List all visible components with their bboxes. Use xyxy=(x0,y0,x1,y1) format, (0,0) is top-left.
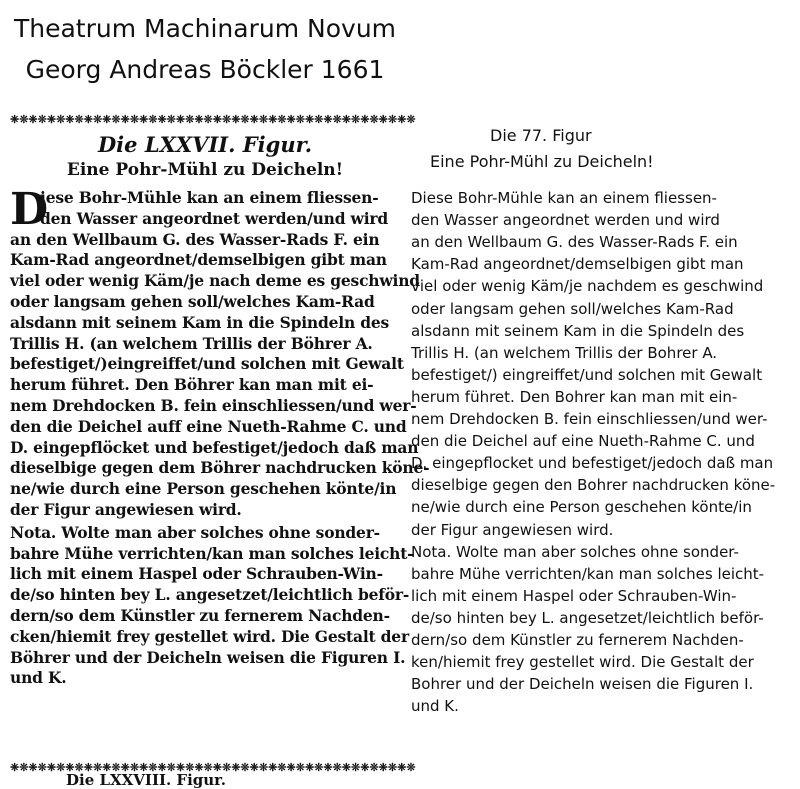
transcription-text-line: Diese Bohr-Mühle kan an einem fliessen- xyxy=(411,189,717,207)
scan-text-line: Böhrer und der Deicheln weisen die Figuren I. xyxy=(10,647,406,667)
transcription-text-line: den die Deichel auf eine Nueth-Rahme C. und xyxy=(411,432,755,451)
scan-next-heading-cut: Die LXXVIII. Figur. xyxy=(66,771,226,789)
scan-text-line: Kam-Rad angeordnet/demselbigen gibt man xyxy=(10,250,387,270)
scan-text-line: ne/wie durch eine Person geschehen könte/in xyxy=(10,479,397,499)
scan-text-line: lich mit einem Haspel oder Schrauben-Win- xyxy=(10,564,383,584)
scan-figure-heading: Die LXXVII. Figur. xyxy=(97,132,313,157)
ornament-border-top: ❈❊❈❊❈❊❈❊❈❊❈❊❈❊❈❊❈❊❈❊❈❊❈❊❈❊❈❊❈❊❈❊❈❊❈❊❈❊❈❊❈❊❈❊ xyxy=(10,113,416,126)
transcription-text-line: dern/so dem Künstler zu fernerem Nachden- xyxy=(411,631,744,649)
scan-text-line: der Figur angewiesen wird. xyxy=(10,500,242,519)
transcription-text-line: ne/wie durch eine Person geschehen könte/in xyxy=(411,498,752,517)
transcription-text-line: herum führet. Den Bohrer kan man mit ein- xyxy=(411,387,738,406)
transcription-text-line: viel oder wenig Käm/je nachdem es geschwind xyxy=(411,277,764,296)
ornament-border-bottom: ❈❊❈❊❈❊❈❊❈❊❈❊❈❊❈❊❈❊❈❊❈❊❈❊❈❊❈❊❈❊❈❊❈❊❈❊❈❊❈❊❈❊❈❊ xyxy=(10,761,416,774)
transcription-text-line: ken/hiemit frey gestellet wird. Die Gestalt der xyxy=(411,653,754,672)
scan-figure-subheading: Eine Pohr-Mühl zu Deicheln! xyxy=(66,160,344,180)
scan-text-line: an den Wellbaum G. des Wasser-Rads F. ein xyxy=(10,229,380,249)
transcription-text-line: den Wasser angeordnet werden und wird xyxy=(411,211,720,230)
scan-text-line: befestiget/)eingreiffet/und solchen mit Gewalt xyxy=(10,354,404,374)
transcription-text-line: befestiget/) eingreiffet/und solchen mit Gewalt xyxy=(411,365,763,384)
scan-text-line: Trillis H. (an welchem Trillis der Böhrer A. xyxy=(10,333,373,353)
transcription-heading: Die 77. Figur xyxy=(490,126,592,145)
transcription-text-line: lich mit einem Haspel oder Schrauben-Win- xyxy=(411,586,737,605)
transcription-text-line: oder langsam gehen soll/welches Kam-Rad xyxy=(411,299,734,318)
scan-text-line: nem Drehdocken B. fein einschliessen/und wer- xyxy=(10,396,417,415)
scan-text-line: herum führet. Den Böhrer kan man mit ei- xyxy=(10,375,374,395)
scan-text-line: de/so hinten bey L. angesetzet/leichtlich beför- xyxy=(10,585,410,605)
transcription-text-line: D. eingepflocket und befestiget/jedoch daß man xyxy=(411,454,774,473)
scan-text-line: D. eingepflöcket und befestiget/jedoch daß man xyxy=(10,437,419,457)
scan-text-line: Nota. Wolte man aber solches ohne sonder- xyxy=(10,522,380,542)
scan-text-line: bahre Mühe verrichten/kan man solches leicht- xyxy=(10,543,414,563)
scan-text-line: alsdann mit seinem Kam in die Spindeln des xyxy=(10,312,390,332)
scan-text-line: den Wasser angeordnet werden/und wird xyxy=(40,208,388,228)
transcription-text-line: dieselbige gegen den Bohrer nachdrucken köne- xyxy=(411,476,776,495)
transcription-text-line: alsdann mit seinem Kam in die Spindeln des xyxy=(411,321,745,340)
transcription-text-line: Bohrer und der Deicheln weisen die Figuren I. xyxy=(411,675,754,694)
page-title-line-1: Theatrum Machinarum Novum xyxy=(13,14,397,43)
transcription-text-line: bahre Mühe verrichten/kan man solches leicht- xyxy=(411,564,765,583)
transcription-text-line: Kam-Rad angeordnet/demselbigen gibt man xyxy=(411,255,744,274)
transcription-text-line: de/so hinten bey L. angesetzet/leichtlich beför- xyxy=(411,608,764,627)
scan-text-line: cken/hiemit frey gestellet wird. Die Gestalt der xyxy=(10,626,409,646)
scan-text-line: dieselbige gegen dem Böhrer nachdrucken köne- xyxy=(10,458,430,478)
transcription-text-line: Trillis H. (an welchem Trillis der Bohrer A. xyxy=(411,343,718,362)
scan-text-line: und K. xyxy=(10,668,67,688)
scanned-print-page xyxy=(6,112,430,789)
scan-text-line: oder langsam gehen soll/welches Kam-Rad xyxy=(10,292,375,311)
transcription-text-line: an den Wellbaum G. des Wasser-Rads F. ein xyxy=(411,233,738,252)
transcription-text-line: Nota. Wolte man aber solches ohne sonder- xyxy=(411,542,739,561)
transcription-text-line: und K. xyxy=(411,697,459,716)
scan-text-line: dern/so dem Künstler zu fernerem Nachden- xyxy=(10,606,390,625)
scan-text-line: iese Bohr-Mühle kan an einem fliessen- xyxy=(40,188,379,207)
transcription-text-line: nem Drehdocken B. fein einschliessen/und wer- xyxy=(411,410,768,428)
transcription-subheading: Eine Pohr-Mühl zu Deicheln! xyxy=(430,152,654,171)
drop-cap: D xyxy=(10,184,49,235)
scan-text-line: viel oder wenig Käm/je nach deme es geschwind xyxy=(10,271,420,291)
transcription-text-line: der Figur angewiesen wird. xyxy=(411,520,614,539)
scan-text-line: den die Deichel auff eine Nueth-Rahme C. und xyxy=(10,416,407,436)
page-title-line-2: Georg Andreas Böckler 1661 xyxy=(25,55,385,84)
